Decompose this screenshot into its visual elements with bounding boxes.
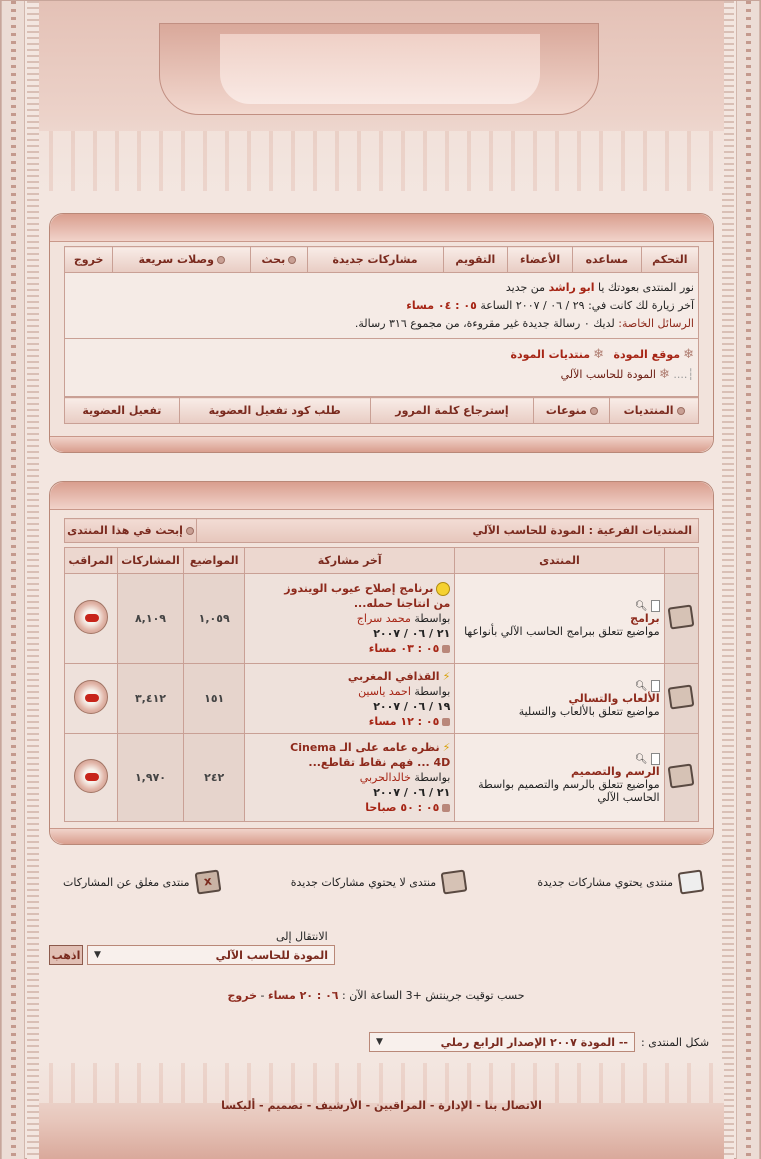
forum-link[interactable]: الألعاب والتسالي bbox=[568, 692, 660, 705]
last-post-link[interactable]: القذافي المغربي bbox=[347, 669, 440, 683]
forum-folder-icon bbox=[668, 763, 695, 788]
header-drip-decoration bbox=[39, 131, 724, 191]
header-banner bbox=[39, 1, 724, 191]
nav-logout[interactable]: خروج bbox=[65, 247, 113, 273]
subnav-lost-password[interactable]: إسترجاع كلمة المرور bbox=[370, 398, 534, 424]
chevron-down-icon: ▼ bbox=[376, 1037, 383, 1047]
forum-folder-icon bbox=[668, 684, 695, 709]
footer-drip-decoration bbox=[39, 1063, 724, 1103]
jump-label: الانتقال إلى bbox=[276, 930, 328, 943]
nav-new-posts[interactable]: مشاركات جديدة bbox=[307, 247, 443, 273]
nav-calendar[interactable]: التقويم bbox=[443, 247, 508, 273]
dropdown-icon bbox=[590, 407, 598, 415]
subnav-request-code[interactable]: طلب كود تفعيل العضوية bbox=[179, 398, 370, 424]
nav-help[interactable]: مساعده bbox=[572, 247, 641, 273]
go-button[interactable]: اذهب bbox=[49, 945, 83, 965]
timezone-line: حسب توقيت جرينتش +3 الساعة الآن : ٠٦ : ٢٠ مساء - خروج bbox=[227, 989, 525, 1002]
jump-control bbox=[49, 945, 335, 965]
dropdown-icon bbox=[288, 256, 296, 264]
nav-search[interactable]: بحث bbox=[251, 247, 307, 273]
snowflake-icon: ❄ bbox=[658, 367, 670, 382]
col-forum: المنتدى bbox=[455, 548, 664, 574]
folder-icon bbox=[441, 869, 468, 894]
main-navbar bbox=[64, 246, 699, 273]
nav-quick-links[interactable]: وصلات سريعة bbox=[113, 247, 251, 273]
breadcrumb-tree: ❄موقع المودة ❄منتديات المودة ┆.... ❄المودة للحاسب الآلي bbox=[64, 339, 699, 397]
smiley-icon bbox=[436, 582, 450, 596]
moderator-badge-icon bbox=[74, 759, 108, 793]
document-icon bbox=[651, 600, 660, 612]
forum-jump-select[interactable]: المودة للحاسب الآلي ▼ bbox=[87, 945, 335, 965]
moderator-badge-icon bbox=[74, 600, 108, 634]
subforums-panel bbox=[49, 481, 714, 845]
moderator-badge-icon bbox=[74, 680, 108, 714]
document-icon bbox=[651, 753, 660, 765]
forum-row: 🔍︎ الرسم والتصميم مواضيع تتعلق بالرسم والتصميم بواسطة الحاسب الآلي ⚡نظره عامه على الـ Cinema 4D ... فهم نقاط تقاطع... بواسطة خالدالحربي ٢١ / ٠٦ / ٢٠٠٧ ٠٥ : ٥٠ صباحا ٢٤٢ ١,٩٧٠ bbox=[65, 734, 699, 822]
username-link[interactable]: ابو راشد bbox=[548, 281, 595, 294]
forum-search-menu[interactable]: إبحث في هذا المنتدى bbox=[65, 519, 197, 543]
author-link[interactable]: محمد سراج bbox=[356, 612, 411, 625]
current-forum: المودة للحاسب الآلي bbox=[560, 368, 656, 381]
subforums-header bbox=[64, 518, 699, 543]
nav-members[interactable]: الأعضاء bbox=[508, 247, 573, 273]
welcome-box: نور المنتدى بعودتك يا ابو راشد من جديد آخر زيارة لك كانت في: ٢٩ / ٠٦ / ٢٠٠٧ الساعة ٠٥ : ٠٤ مساء الرسائل الخاصة: لديك ٠ رسالة جديدة غير مقروءة، من مجموع ٣١٦ رسالة. bbox=[64, 273, 699, 339]
legend-closed: x منتدى مغلق عن المشاركات bbox=[63, 871, 220, 893]
site-link[interactable]: موقع المودة bbox=[613, 348, 681, 361]
goto-last-post-icon[interactable] bbox=[442, 645, 450, 653]
col-posts: المشاركات bbox=[117, 548, 184, 574]
snowflake-icon: ❄ bbox=[593, 347, 605, 362]
magnifier-icon: 🔍︎ bbox=[634, 753, 648, 765]
folder-new-icon bbox=[678, 869, 705, 894]
document-icon bbox=[651, 680, 660, 692]
magnifier-icon: 🔍︎ bbox=[634, 601, 648, 612]
left-inner-line bbox=[27, 1, 39, 1159]
subnav-misc[interactable]: منوعات bbox=[534, 398, 610, 424]
author-link[interactable]: خالدالحربي bbox=[359, 771, 411, 784]
subnav-activate[interactable]: تفعيل العضوية bbox=[65, 398, 180, 424]
forums-link[interactable]: منتديات المودة bbox=[510, 348, 591, 361]
forum-folder-icon bbox=[668, 604, 695, 629]
dropdown-icon bbox=[186, 527, 194, 535]
subnav-forums[interactable]: المنتديات bbox=[610, 398, 699, 424]
footer-links[interactable]: الاتصال بنا - الإدارة - المراقبين - الأرشيف - تصميم - أليكسا bbox=[221, 1099, 542, 1112]
lightning-icon: ⚡ bbox=[442, 669, 451, 683]
forum-icon-legend bbox=[63, 871, 703, 893]
col-moderator: المراقب bbox=[65, 548, 118, 574]
sub-navbar bbox=[64, 397, 699, 424]
magnifier-icon: 🔍︎ bbox=[634, 681, 648, 692]
goto-last-post-icon[interactable] bbox=[442, 804, 450, 812]
legend-no-new-posts: منتدى لا يحتوي مشاركات جديدة bbox=[291, 871, 466, 893]
forum-row: 🔍︎ برامج مواضيع تتعلق ببرامج الحاسب الآلي بأنواعها برنامج إصلاح عيوب الويندوز من انتاجنا حمله... بواسطة محمد سراج ٢١ / ٠٦ / ٢٠٠٧ ٠٥ : ٠٣ مساء ١,٠٥٩ ٨,١٠٩ bbox=[65, 574, 699, 664]
forum-row: 🔍︎ الألعاب والتسالي مواضيع تتعلق بالألعاب والتسلية ⚡القذافي المغربي بواسطة احمد ياسين ١٩ / ٠٦ / ٢٠٠٧ ٠٥ : ١٢ مساء ١٥١ ٣,٤١٢ bbox=[65, 664, 699, 734]
dropdown-icon bbox=[217, 256, 225, 264]
footer-banner bbox=[39, 1063, 724, 1159]
forum-link[interactable]: برامج bbox=[630, 612, 660, 625]
col-threads: المواضيع bbox=[184, 548, 245, 574]
chevron-down-icon: ▼ bbox=[94, 950, 101, 960]
folder-closed-icon bbox=[194, 869, 221, 894]
left-border-decoration bbox=[1, 1, 25, 1159]
user-panel bbox=[49, 213, 714, 453]
private-messages-link[interactable]: الرسائل الخاصة: bbox=[618, 317, 694, 330]
dropdown-icon bbox=[677, 407, 685, 415]
lightning-icon: ⚡ bbox=[442, 741, 451, 754]
style-chooser: شكل المنتدى : -- المودة ٢٠٠٧ الإصدار الرابع رملي ▼ bbox=[369, 1032, 709, 1052]
col-last-post: آخر مشاركة bbox=[245, 548, 455, 574]
goto-last-post-icon[interactable] bbox=[442, 718, 450, 726]
forum-link[interactable]: الرسم والتصميم bbox=[571, 764, 660, 778]
legend-new-posts: منتدى يحتوي مشاركات جديدة bbox=[537, 871, 703, 893]
subforums-title: المنتديات الفرعية : المودة للحاسب الآلي bbox=[197, 519, 699, 543]
last-post-link[interactable]: برنامج إصلاح عيوب الويندوز bbox=[284, 582, 434, 595]
nav-usercp[interactable]: التحكم bbox=[641, 247, 698, 273]
author-link[interactable]: احمد ياسين bbox=[358, 684, 411, 698]
last-post-link[interactable]: نظره عامه على الـ Cinema bbox=[290, 741, 440, 754]
style-select[interactable]: -- المودة ٢٠٠٧ الإصدار الرابع رملي ▼ bbox=[369, 1032, 635, 1052]
snowflake-icon: ❄ bbox=[683, 347, 694, 362]
forums-table bbox=[64, 547, 699, 822]
header-plate bbox=[159, 23, 599, 115]
right-border-decoration bbox=[736, 1, 760, 1159]
logout-link[interactable]: خروج bbox=[227, 989, 258, 1002]
